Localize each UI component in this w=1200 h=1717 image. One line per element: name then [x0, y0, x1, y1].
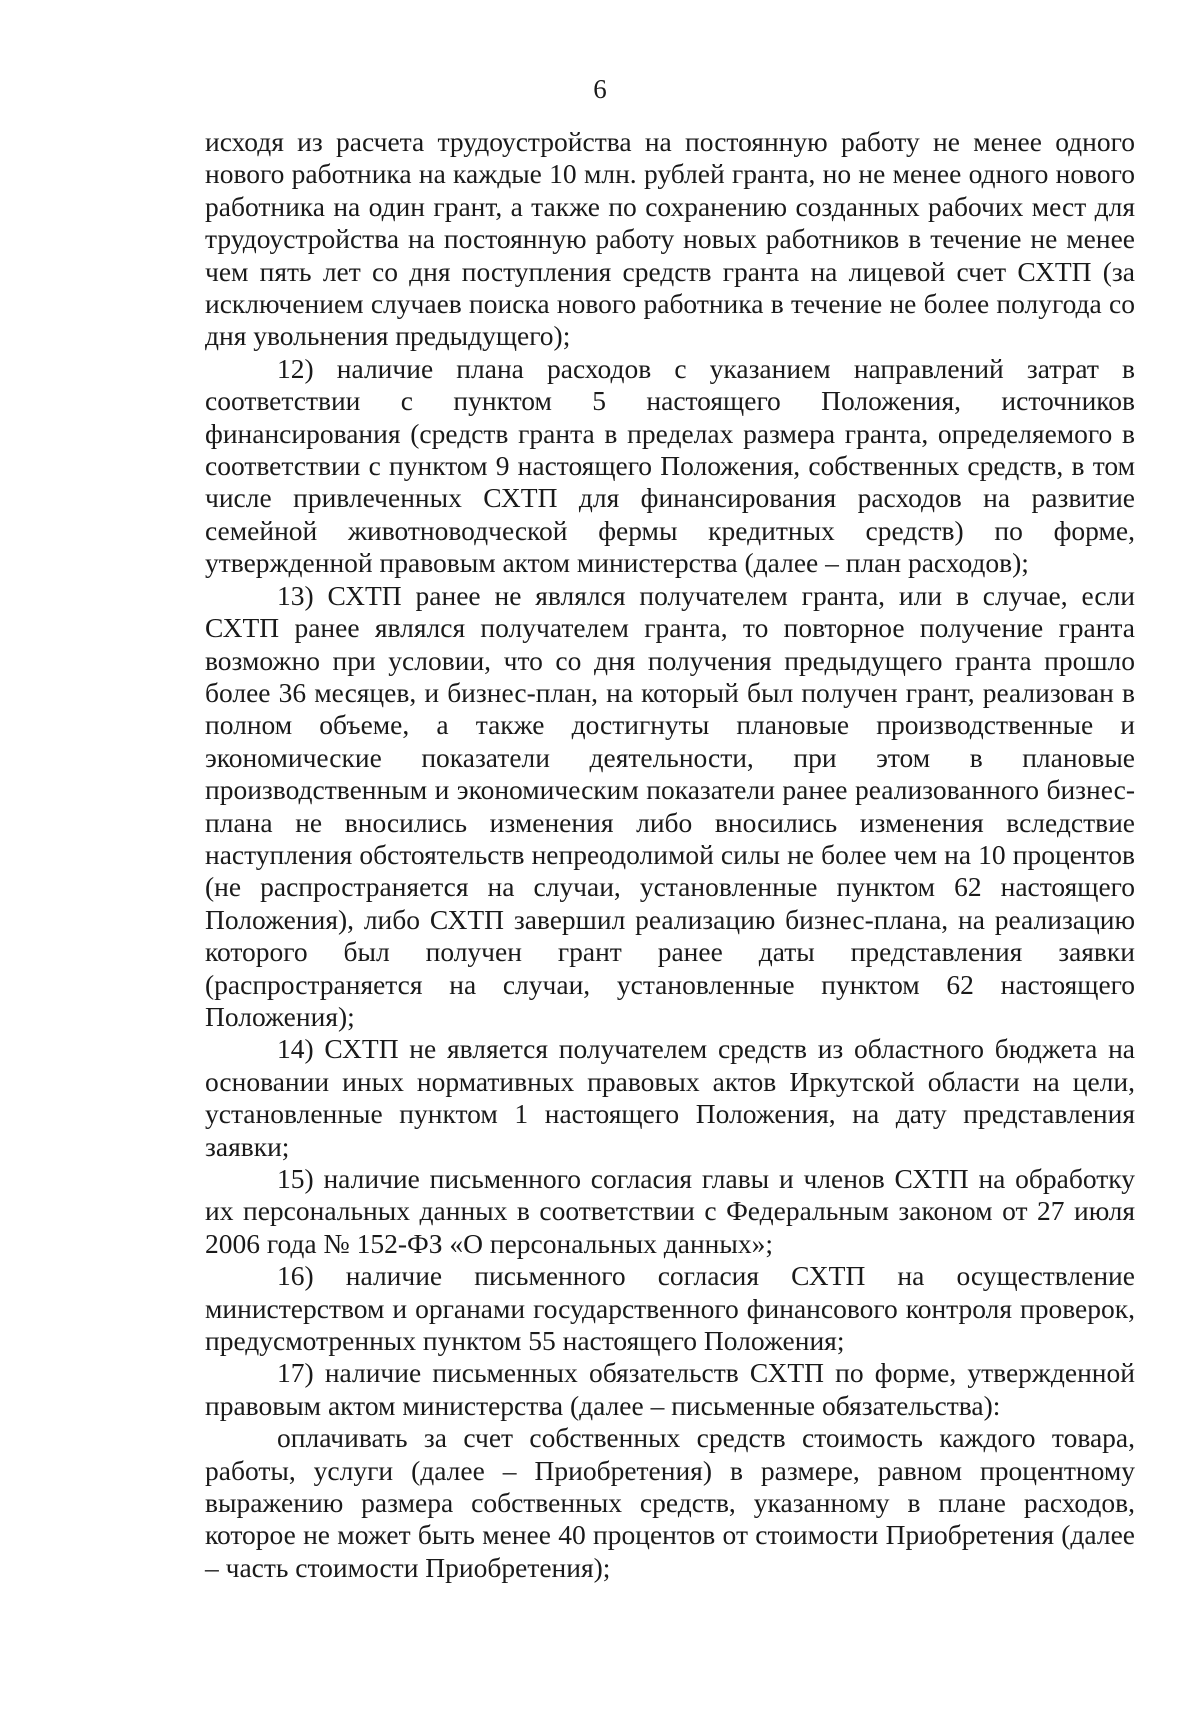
page-number: 6	[593, 74, 607, 104]
document-body	[205, 126, 1135, 1584]
paragraph-item-14: 14) СХТП не является получателем средств из областного бюджета на основании иных нормативных правовых актов Иркутской области на цели, установленные пунктом 1 настоящего Положения, на дату представления заявки;	[205, 1033, 1135, 1162]
paragraph-item-15: 15) наличие письменного согласия главы и членов СХТП на обработку их персональных данных в соответствии с Федеральным законом от 27 июля 2006 года № 152-ФЗ «О персональных данных»;	[205, 1163, 1135, 1259]
paragraph-item-16: 16) наличие письменного согласия СХТП на осуществление министерством и органами государственного финансового контроля проверок, предусмотренных пунктом 55 настоящего Положения;	[205, 1260, 1135, 1357]
paragraph-item-13: 13) СХТП ранее не являлся получателем гранта, или в случае, если СХТП ранее являлся получателем гранта, то повторное получение гранта возможно при условии, что со дня получения предыдущего гранта прошло более 36 месяцев, и бизнес-план, на который был получен грант, реализован в полном объеме, а также достигнуты плановые производственные и экономические показатели деятельности, при этом в плановые производственным и экономическим показатели ранее реализованного бизнес-плана не вносились изменения либо вносились изменения вследствие наступления обстоятельств непреодолимой силы не более чем на 10 процентов (не распространяется на случаи, установленные пунктом 62 настоящего Положения), либо СХТП завершил реализацию бизнес-плана, на реализацию которого был получен грант ранее даты представления заявки (распространяется на случаи, установленные пунктом 62 настоящего Положения);	[205, 579, 1135, 1032]
paragraph-continuation: исходя из расчета трудоустройства на постоянную работу не менее одного нового работника на каждые 10 млн. рублей гранта, но не менее одного нового работника на один грант, а также по сохранению созданных рабочих мест для трудоустройства на постоянную работу новых работников в течение не менее чем пять лет со дня поступления средств гранта на лицевой счет СХТП (за исключением случаев поиска нового работника в течение не более полугода со дня увольнения предыдущего);	[205, 126, 1135, 352]
paragraph-item-12: 12) наличие плана расходов с указанием направлений затрат в соответствии с пунктом 5 настоящего Положения, источников финансирования (средств гранта в пределах размера гранта, определяемого в соответствии с пунктом 9 настоящего Положения, собственных средств, в том числе привлеченных СХТП для финансирования расходов на развитие семейной животноводческой фермы кредитных средств) по форме, утвержденной правовым актом министерства (далее – план расходов);	[205, 352, 1135, 579]
paragraph-item-17: 17) наличие письменных обязательств СХТП по форме, утвержденной правовым актом министерства (далее – письменные обязательства):	[205, 1357, 1135, 1421]
paragraph-obligation-payment: оплачивать за счет собственных средств стоимость каждого товара, работы, услуги (далее – Приобретения) в размере, равном процентному выражению размера собственных средств, указанному в плане расходов, которое не может быть менее 40 процентов от стоимости Приобретения (далее – часть стоимости Приобретения);	[205, 1422, 1135, 1583]
